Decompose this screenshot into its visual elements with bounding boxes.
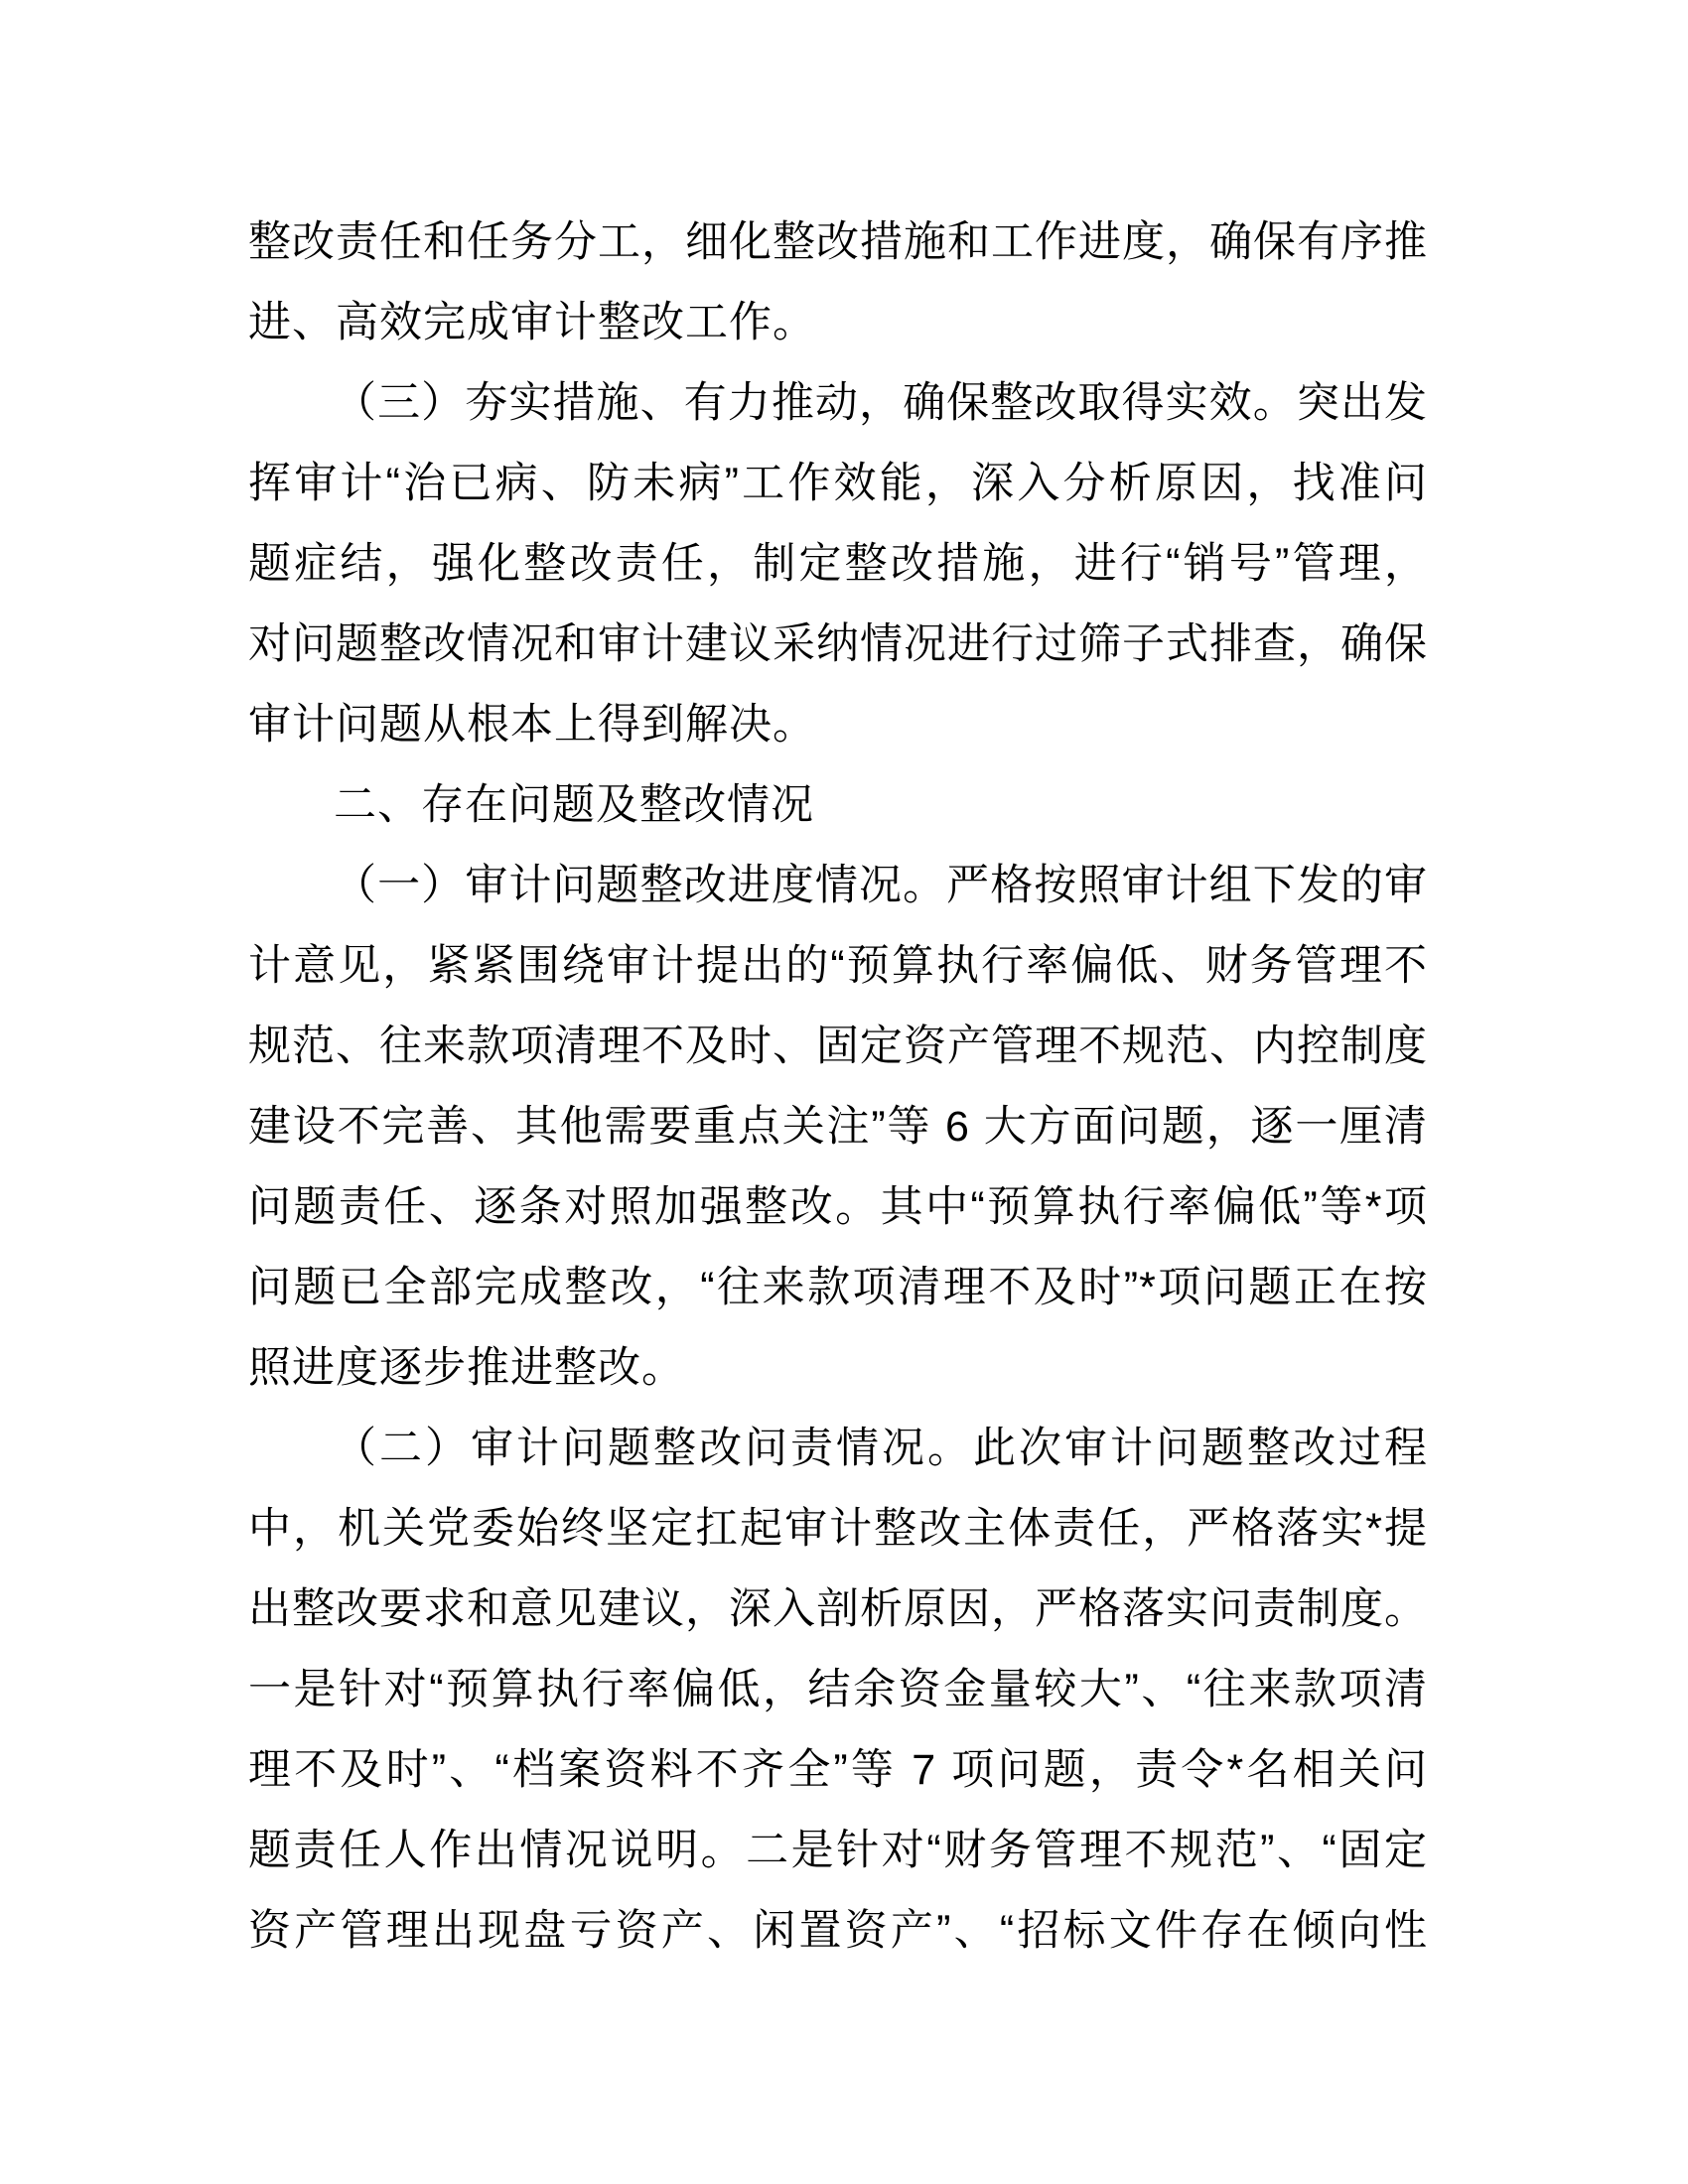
document-body (248, 203, 1428, 1972)
text-line: （三）夯实措施、有力推动，确保整改取得实效。突出发 (334, 379, 1428, 427)
text-line: 中，机关党委始终坚定扛起审计整改主体责任，严格落实*提 (248, 1505, 1428, 1553)
text-line: 对问题整改情况和审计建议采纳情况进行过筛子式排查，确保 (248, 620, 1428, 668)
text-line: 题症结，强化整改责任，制定整改措施，进行“销号”管理， (248, 540, 1428, 588)
text-line: 规范、往来款项清理不及时、固定资产管理不规范、内控制度 (248, 1023, 1428, 1070)
text-line: 题责任人作出情况说明。二是针对“财务管理不规范”、“固定 (248, 1827, 1428, 1874)
text-line: 照进度逐步推进整改。 (248, 1344, 685, 1392)
text-line: （二）审计问题整改问责情况。此次审计问题整改过程 (334, 1425, 1428, 1472)
text-line: 进、高效完成审计整改工作。 (248, 299, 816, 346)
text-line: 建设不完善、其他需要重点关注”等 6 大方面问题，逐一厘清 (248, 1103, 1428, 1151)
text-line: 一是针对“预算执行率偏低，结余资金量较大”、“往来款项清 (248, 1666, 1428, 1713)
text-line: 整改责任和任务分工，细化整改措施和工作进度，确保有序推 (248, 218, 1428, 266)
text-line: 问题已全部完成整改，“往来款项清理不及时”*项问题正在按 (248, 1264, 1428, 1311)
text-line: 问题责任、逐条对照加强整改。其中“预算执行率偏低”等*项 (248, 1183, 1428, 1231)
text-line: 理不及时”、“档案资料不齐全”等 7 项问题，责令*名相关问 (248, 1746, 1428, 1794)
text-line: 审计问题从根本上得到解决。 (248, 701, 816, 749)
section-heading: 二、存在问题及整改情况 (334, 781, 814, 829)
text-line: 计意见，紧紧围绕审计提出的“预算执行率偏低、财务管理不 (248, 942, 1428, 990)
text-line: 资产管理出现盘亏资产、闲置资产”、“招标文件存在倾向性 (248, 1907, 1428, 1955)
text-line: 出整改要求和意见建议，深入剖析原因，严格落实问责制度。 (248, 1585, 1428, 1633)
text-line: 挥审计“治已病、防未病”工作效能，深入分析原因，找准问 (248, 460, 1428, 507)
text-line: （一）审计问题整改进度情况。严格按照审计组下发的审 (334, 862, 1428, 909)
